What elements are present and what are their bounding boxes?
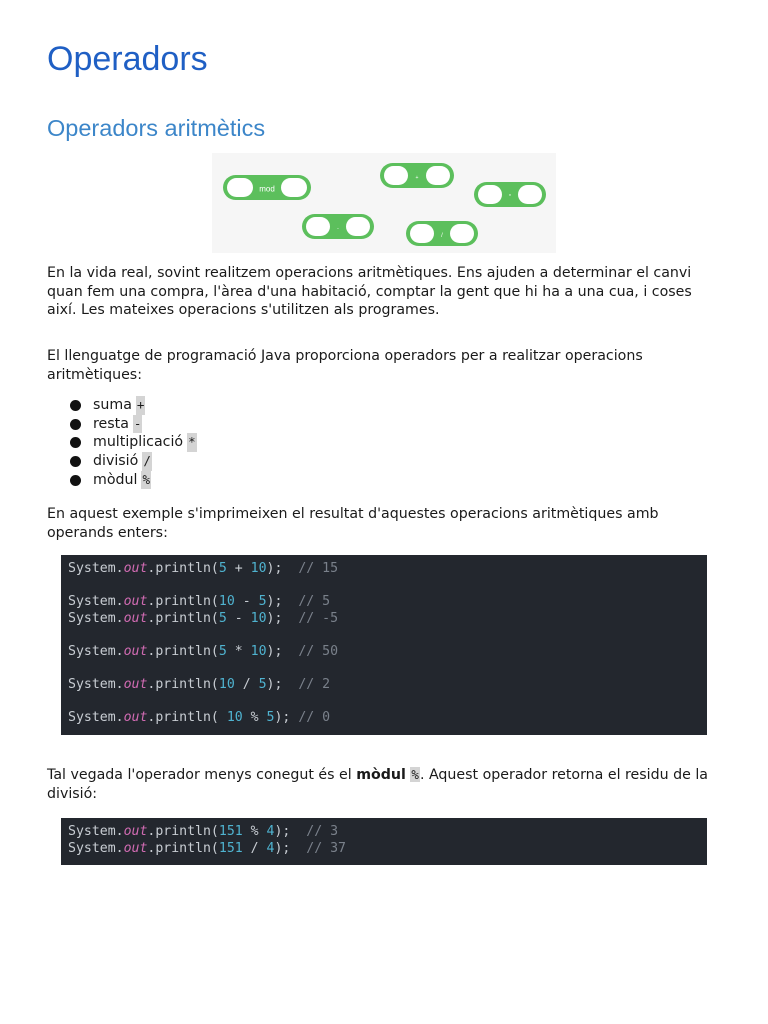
code-method-call: .println(: [147, 824, 219, 839]
code-punctuation: );: [266, 561, 299, 576]
operator-block-label: +: [415, 175, 419, 181]
code-operator: -: [226, 610, 251, 626]
operator-name: divisió: [93, 453, 139, 470]
code-comment: // 15: [298, 561, 339, 576]
code-class-name: System.: [68, 610, 124, 626]
code-punctuation: );: [266, 594, 299, 610]
code-punctuation: );: [266, 610, 299, 626]
code-field-name: out: [123, 561, 148, 576]
code-comment: // 3: [306, 824, 339, 839]
code-line: [68, 824, 700, 841]
operator-blocks-figure: [212, 153, 556, 253]
code-method-call: .println(: [147, 561, 219, 576]
code-number: 4: [266, 824, 275, 839]
code-number: 10: [218, 594, 235, 610]
code-field-name: out: [123, 710, 148, 726]
code-blank-line: [68, 578, 700, 595]
code-field-name: out: [123, 824, 148, 839]
java-operators-paragraph: El llenguatge de programació Java proporciona operadors per a realitzar operacions aritmètiques:: [47, 348, 643, 383]
code-number: 5: [218, 643, 227, 659]
code-number: 5: [218, 561, 227, 576]
code-method-call: .println(: [147, 710, 227, 726]
code-comment: // 50: [298, 643, 339, 659]
bullet-icon: [70, 475, 81, 486]
code-number: 4: [266, 840, 275, 856]
code-line: [68, 677, 700, 694]
operator-name: resta: [93, 415, 129, 432]
bullet-icon: [70, 456, 81, 467]
code-blank-line: [68, 694, 700, 711]
operator-symbol: -: [133, 415, 143, 434]
code-class-name: System.: [68, 824, 124, 839]
code-line: [68, 841, 700, 858]
code-comment: // 37: [306, 840, 346, 856]
code-comment: // 0: [298, 710, 331, 726]
code-punctuation: );: [266, 677, 299, 693]
operator-block-label: -: [337, 226, 339, 232]
modulo-bold-term: mòdul: [356, 767, 406, 783]
operator-block-multiply: [474, 182, 546, 207]
code-number: 10: [218, 677, 235, 693]
operator-block-label: *: [509, 194, 511, 200]
code-field-name: out: [123, 840, 148, 856]
code-operator: +: [226, 561, 251, 576]
bullet-icon: [70, 400, 81, 411]
code-number: 5: [258, 594, 267, 610]
operator-block-label: mod: [259, 184, 275, 194]
code-operator: /: [234, 677, 259, 693]
code-method-call: .println(: [147, 594, 219, 610]
operator-name: mòdul: [93, 471, 138, 488]
code-method-call: .println(: [147, 677, 219, 693]
code-operator: %: [242, 824, 267, 839]
modulo-text-before: Tal vegada l'operador menys conegut és el: [47, 767, 357, 783]
code-line: [68, 710, 700, 727]
code-punctuation: );: [266, 643, 299, 659]
code-number: 10: [250, 610, 267, 626]
code-block-modulo[interactable]: [61, 818, 707, 865]
code-number: 10: [250, 561, 267, 576]
code-comment: // 5: [298, 594, 331, 610]
operator-blocks-illustration: [212, 153, 556, 253]
operator-block-plus: [380, 163, 454, 188]
operator-name: suma: [93, 397, 132, 413]
code-number: 151: [218, 840, 243, 856]
bullet-icon: [70, 419, 81, 430]
code-class-name: System.: [68, 677, 124, 693]
list-item: [70, 471, 197, 490]
modulo-symbol: %: [411, 767, 419, 782]
operator-block-divide: [406, 221, 478, 246]
operator-symbol: *: [187, 433, 197, 452]
list-item: [70, 433, 197, 452]
code-field-name: out: [123, 643, 148, 659]
section-heading: Operadors aritmètics: [47, 115, 266, 141]
code-field-name: out: [123, 677, 148, 693]
code-line: [68, 611, 700, 628]
code-line: [68, 561, 700, 578]
code-number: 151: [218, 824, 243, 839]
code-block-arithmetic[interactable]: [61, 555, 707, 735]
code-comment: // -5: [298, 610, 339, 626]
code-comment: // 2: [298, 677, 331, 693]
code-class-name: System.: [68, 594, 124, 610]
code-line: [68, 594, 700, 611]
code-blank-line: [68, 627, 700, 644]
code-class-name: System.: [68, 643, 124, 659]
operator-block-label: /: [441, 233, 443, 239]
operator-symbol: +: [136, 396, 146, 415]
operator-block-mod: [223, 175, 311, 200]
operator-block-minus: [302, 214, 374, 239]
code-method-call: .println(: [147, 840, 219, 856]
list-item: [70, 415, 197, 434]
code-number: 5: [266, 710, 275, 726]
code-line: [68, 644, 700, 661]
code-operator: /: [242, 840, 267, 856]
operator-symbol: %: [141, 471, 151, 490]
code-operator: %: [242, 710, 267, 726]
code-punctuation: );: [274, 840, 307, 856]
code-class-name: System.: [68, 561, 124, 576]
code-field-name: out: [123, 610, 148, 626]
code-method-call: .println(: [147, 610, 219, 626]
code-operator: -: [234, 594, 259, 610]
code-blank-line: [68, 661, 700, 678]
code-number: 10: [250, 643, 267, 659]
code-punctuation: );: [274, 824, 307, 839]
code-class-name: System.: [68, 710, 124, 726]
bullet-icon: [70, 437, 81, 448]
operator-name: multiplicació: [93, 434, 184, 451]
page-title: Operadors: [47, 40, 208, 78]
list-item: [70, 396, 197, 415]
operator-list: [70, 396, 197, 489]
code-punctuation: );: [274, 710, 299, 726]
example-paragraph: En aquest exemple s'imprimeixen el resultat d'aquestes operacions aritmètiques amb operands enters:: [47, 506, 659, 541]
code-operator: *: [226, 643, 251, 659]
modulo-text-after: . Aquest operador retorna el residu de la divisió:: [47, 767, 708, 802]
list-item: [70, 452, 197, 471]
operator-symbol: /: [142, 452, 152, 471]
intro-paragraph: En la vida real, sovint realitzem operacions aritmètiques. Ens ajuden a determinar el canvi quan fem una compra, l'àrea d'una habitació, comptar la gent que hi ha a una cua, i coses així. Les mateixes operacions s'utilitzen als programes.: [47, 265, 692, 318]
code-class-name: System.: [68, 840, 124, 856]
code-field-name: out: [123, 594, 148, 610]
code-number: 5: [218, 610, 227, 626]
code-number: 10: [226, 710, 243, 726]
code-method-call: .println(: [147, 643, 219, 659]
modulo-paragraph: [47, 766, 717, 803]
code-number: 5: [258, 677, 267, 693]
